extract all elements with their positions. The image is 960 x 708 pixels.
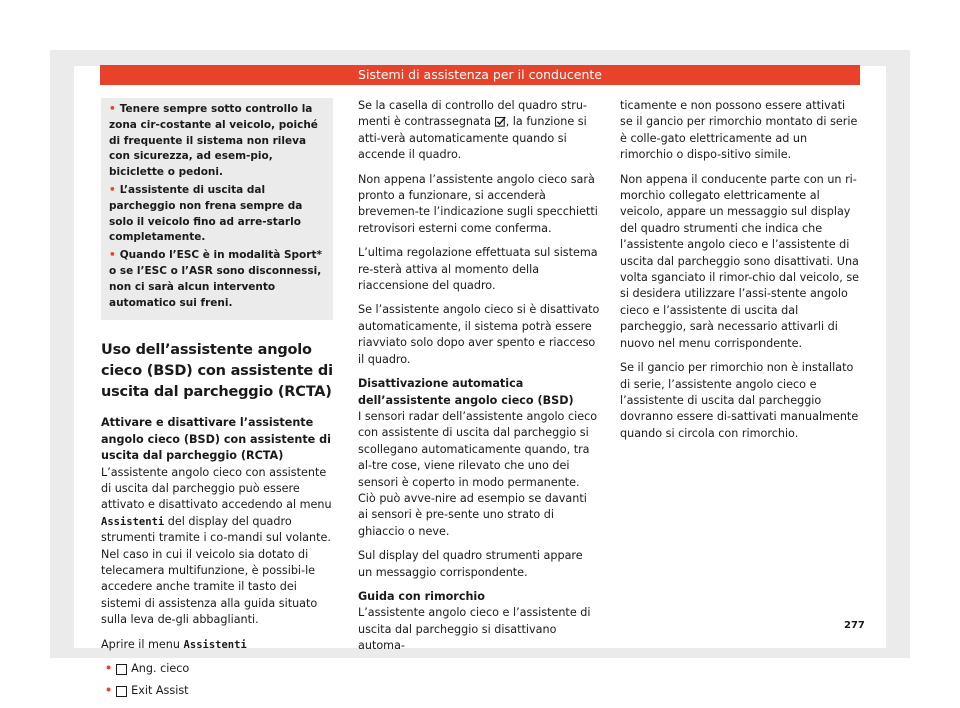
column-3 <box>620 98 860 450</box>
paragraph: L’assistente angolo cieco e l’assistente di uscita dal parcheggio si disattivano automa- <box>358 606 591 653</box>
menu-option: • Ang. cieco <box>105 661 333 677</box>
column-2 <box>358 98 600 663</box>
subsection-title: Guida con rimorchio <box>358 589 485 603</box>
section-title: Uso dell’assistente angolo cieco (BSD) con assistente di uscita dal parcheggio (RCTA) <box>101 342 333 401</box>
warning-item: • Quando l’ESC è in modalità Sport* o se l’ESC o l’ASR sono disconnessi, non ci sarà alcun intervento automatico sui freni. <box>109 249 322 309</box>
paragraph: Se l’assistente angolo cieco si è disattivato automaticamente, il sistema potrà essere riavviato solo dopo aver spento e riacceso il quadro. <box>358 303 600 366</box>
open-menu-line: Aprire il menu Assistenti <box>101 637 247 651</box>
bullet-icon: • <box>109 183 116 196</box>
bullet-icon: • <box>109 103 116 115</box>
menu-name: Assistenti <box>183 638 247 651</box>
menu-name: Assistenti <box>101 515 165 528</box>
paragraph: ticamente e non possono essere attivati se il gancio per rimorchio montato di serie è colle-gato elettricamente ad un rimorchio o dispo-sitivo simile. <box>620 99 858 162</box>
section-header: Sistemi di assistenza per il conducente <box>100 65 860 85</box>
paragraph: L’ultima regolazione effettuata sul sistema re-sterà attiva al momento della riaccensione del quadro. <box>358 246 598 293</box>
checkbox-icon <box>116 686 127 697</box>
checkbox-icon <box>116 664 127 675</box>
subsection-title: Disattivazione automatica dell’assistente angolo cieco (BSD) <box>358 377 574 407</box>
bullet-icon: • <box>105 684 113 698</box>
bullet-icon: • <box>105 662 113 676</box>
menu-option: • Exit Assist <box>105 683 333 699</box>
paragraph: Se il gancio per rimorchio non è installato di serie, l’assistente angolo cieco e l’assistente di uscita dal parcheggio dovranno essere di-sattivati manualmente quando si circola con rimorchio. <box>620 361 859 440</box>
warning-item: • L’assistente di uscita dal parcheggio non frena sempre da solo il veicolo fino ad arre-starlo completamente. <box>109 183 303 244</box>
subsection-title: Attivare e disattivare l’assistente angolo cieco (BSD) con assistente di uscita dal parcheggio (RCTA) <box>101 416 331 463</box>
page-number: 277 <box>844 620 865 631</box>
paragraph: L’assistente angolo cieco con assistente di uscita dal parcheggio può essere attivato e disattivato accedendo al menu Assistenti del display del quadro strumenti tramite i co-mandi sul volante. Nel caso in cui il veicolo sia dotato di telecamera multifunzione, è possibi-le accedere anche tramite il tasto dei sistemi di assistenza alla guida situato sulla leva de-gli abbaglianti. <box>101 465 332 627</box>
paragraph: Sul display del quadro strumenti appare un messaggio corrispondente. <box>358 549 583 579</box>
warning-box <box>101 98 333 320</box>
warning-item: • Tenere sempre sotto controllo la zona cir-costante al veicolo, poiché di frequente il sistema non rileva con sicurezza, ad esem-pio, biciclette o pedoni. <box>109 103 318 179</box>
paragraph: Non appena il conducente parte con un ri-morchio collegato elettricamente al veicolo, appare un messaggio sul display del quadro strumenti che indica che l’assistente angolo cieco e l’assistente di uscita dal parcheggio sono disattivati. Una volta sganciato il rimor-chio dal veicolo, se si desidera utilizzare l’assi-stente angolo cieco e l’assistente di uscita dal parcheggio, sarà necessario attivarli di nuovo nel menu corrispondente. <box>620 172 860 350</box>
paragraph: Non appena l’assistente angolo cieco sarà pronto a funzionare, si accenderà brevemen-te l’indicazione sugli specchietti retrovisori esterni come conferma. <box>358 172 598 235</box>
paragraph: Se la casella di controllo del quadro stru-menti è contrassegnata , la funzione si atti-verà automaticamente quando si accende il quadro. <box>358 99 587 162</box>
column-1 <box>101 98 333 706</box>
checked-checkbox-icon <box>495 116 506 127</box>
bullet-icon: • <box>109 249 116 262</box>
paragraph: I sensori radar dell’assistente angolo cieco con assistente di uscita dal parcheggio si scollegano automaticamente quando, tra al-tre cose, viene rilevato che uno dei sensori è coperto in modo permanente. Ciò può avve-nire ad esempio se davanti ai sensori è pre-sente uno strato di ghiaccio o neve. <box>358 409 598 538</box>
